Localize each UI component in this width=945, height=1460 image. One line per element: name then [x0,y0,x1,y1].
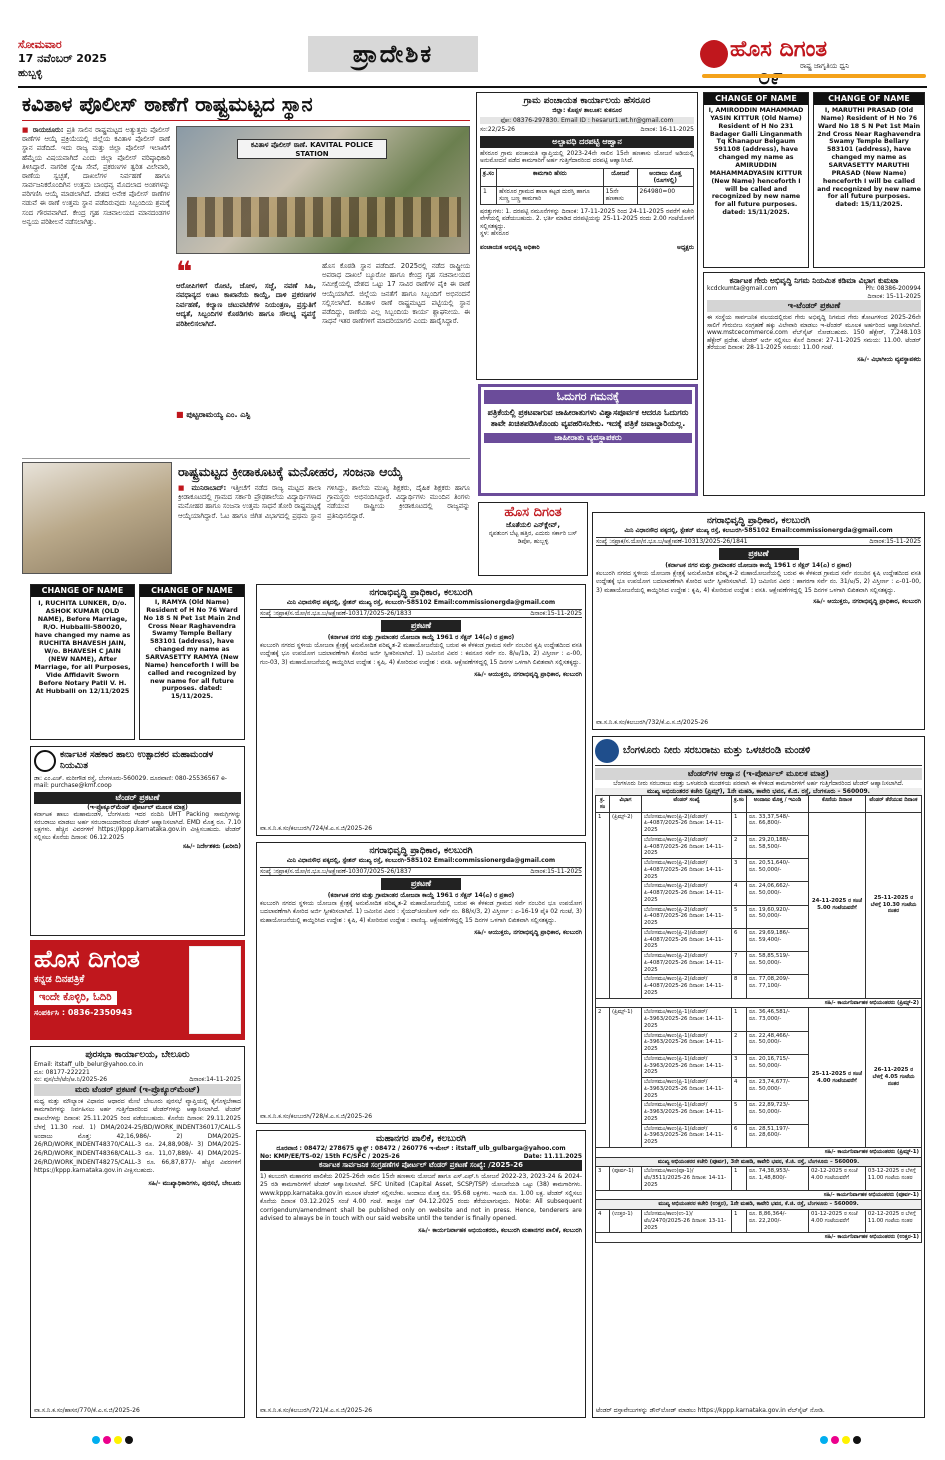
bwssb-emd: ರೂ. 77,100/- [748,983,782,989]
bwssb-logo-icon [595,739,619,763]
kmp-org: ಮಹಾನಗರ ಪಾಲಿಕೆ, ಕಲಬುರಗಿ [376,1134,466,1144]
bwssb-amount: ರೂ. 29,20,188/- [748,836,790,843]
hd-branch-ad [478,502,588,576]
bwssb-emd: ರೂ. 50,000/- [748,866,782,873]
readers-body: ಪತ್ರಿಕೆಯಲ್ಲಿ ಪ್ರಕಟವಾಗುವ ಜಾಹೀರಾತುಗಳು ವಿಶ್ವಾಸಪೂರ್ವಕ ಆದರೂ ಓದುಗರು ತಾವೇ ಖಚಿತಪಡಿಸಿಕೊಂಡು ವ್ಯವಹರಿಸಬೇಕು. ಇದಕ್ಕೆ ಪತ್ರಿಕೆ ಜವಾಬ್ದಾರಿಯಲ್ಲ. [487,407,689,428]
bwssb-emd: ರೂ. 58,500/- [748,843,782,850]
cyan-dot [820,1436,828,1444]
hd-subscribe-ad [30,940,245,1040]
gp-phone: ಫೋ: 08376-297830. Email ID : hesarur1.wt.hr@gmail.com [480,117,694,125]
bwssb-group1-sl: 1 [596,812,610,998]
cashew-contact [707,285,921,293]
kda2-sign: ಸಹಿ/- ಆಯುಕ್ತರು, ನಗರಾಭಿವೃದ್ಧಿ ಪ್ರಾಧಿಕಾರ, ಕಲಬುರಗಿ [474,928,582,936]
kda-notice-1 [256,584,586,836]
belur-body: ಮಧ್ಯ ಮತ್ತು ಮೌಲ್ಯಾಂಕ ವಿಧಾನದ ಆಧಾರದ ಮೇಲೆ ಬೇಲೂರು ಪುರಸಭೆ ವ್ಯಾಪ್ತಿಯಲ್ಲಿ ಕೈಗೊಳ್ಳಬೇಕಾದ ಕಾಮಗಾರಿಗಳನ್ನು ನಿರ್ವಹಿಸಲು ಅರ್ಹ ಗುತ್ತಿಗೆದಾರರಿಂದ ಟೆಂಡರ್‌ಗಳನ್ನು ಆಹ್ವಾನಿಸಲಾಗಿದೆ. ಟೆಂಡರ್ ದಾಖಲೆಗಳನ್ನು ದಿನಾಂಕ: 25.11.2025 ರಿಂದ ಪಡೆಯಬಹುದು. ಕೊನೆಯ ದಿನಾಂಕ: 29.11.2025 ಬೆಳಗ್ಗೆ 11.30 ಗಂಟೆ. 1) DMA/2024-25/BD/WORK_INDENT36017/CALL-5 ಅಂದಾಜು ಮೊತ್ತ: 42,16,986/- 2) DMA/2025-26/RD/WORK_INDENT48370/CALL-3 ರೂ. 24,88,908/- 3) DMA/2025-26/RD/WORK_INDENT48368/CALL-3 ರೂ. 11,07,889/- 4) DMA/2025-26/RD/WORK_INDENT48275/CALL-3 ರೂ. 66,87,877/- ಹೆಚ್ಚಿನ ವಿವರಗಳಿಗೆ https://kppp.karnataka.gov.in ವೀಕ್ಷಿಸಬಹುದು. [34,1097,241,1175]
bwssb-ee3: ಸಹಿ/- ಕಾರ್ಯನಿರ್ವಾಹಕ ಅಭಿಯಂತರರು (ಪೂರ್ವ-1) [596,1190,922,1200]
headline-rule [22,120,470,121]
bwssb-amount-cell [746,1031,808,1054]
bwssb-th-div: ವಿಭಾಗ [610,796,642,813]
gp-table [480,168,694,205]
cn-maruthi-body: I, MARUTHI PRASAD (Old Name) Resident of H No 76 Ward No 18 S N Pet 1st Main 2nd Cross Near Raghavendra Swamy Temple Bellary 583101 (address), have changed my name as SARVASETTY MARUTHI PRASAD (New Name) henceforth I will be called and recognized by new name for all future purposes. dated: 15/11/2025. [817,107,921,209]
bwssb-item-no: 4 [732,882,747,905]
bwssb-org: ಬೆಂಗಳೂರು ನೀರು ಸರಬರಾಜು ಮತ್ತು ಒಳಚರಂಡಿ ಮಂಡಳಿ [623,744,811,756]
bwssb-amount-cell [746,952,808,975]
kda1-ref: ಸಂಖ್ಯೆ :ನಪ್ರಾಕ/ಸ.ಯೋ/ನ.ಭೂ.ಬ/ಅಕ್ಷೇಪಣೆ-10317/2025-26/1833 [260,609,412,617]
bwssb-table [595,795,922,1243]
bwssb-tender-no: ಬೆಂನೀಸಮಂ/ಕಾಉ(ಪ್ರಿ-1)/ಟೆಂಡರ್/ಪಿ-3963/2025-26 ದಿನಾಂಕ: 14-11-2025 [642,1031,732,1054]
bwssb-r4-sl: 4 [596,1210,610,1233]
section-title: ಪ್ರಾದೇಶಿಕ [308,36,478,72]
kda2-addr: ಮಿನಿ ವಿಧಾನಸೌಧ ಪಕ್ಕದಲ್ಲಿ, ಸ್ಟೇಶನ್ ಮುಖ್ಯ ರಸ್ತೆ, ಕಲಬುರಗಿ-585102 Email:commissionergda@gmail.com [286,857,556,865]
gp-th-scheme: ಯೋಜನೆ [603,168,637,186]
bwssb-amount-cell [746,1078,808,1101]
yellow-dot [842,1436,850,1444]
cn-ramya-body: I, RAMYA (Old Name) Resident of H No 76 Ward No 18 S N Pet 1st Main 2nd Cross Near Raghavendra Swamy Temple Bellary 583101 (address), have changed my name as SARVASETTY RAMYA (New Name) henceforth I will be called and recognized by new name for all future purposes. dated: 15/11/2025. [143,599,241,701]
readers-title: ಓದುಗರ ಗಮನಕ್ಕೆ [484,390,692,404]
bwssb-amount-cell [746,1124,808,1147]
print-registration-dots-right [820,1436,864,1447]
bwssb-group2-open: 26-11-2025 ರ ಬೆಳಗ್ಗೆ 4.05 ಗಂಟೆಯ ನಂತರ [865,1008,921,1148]
cashew-sign: ಸಹಿ/- ವಿಭಾಗೀಯ ವ್ಯವಸ್ಥಾಪಕರು [857,355,921,363]
kda2-title: ಪ್ರಕಟಣೆ [381,878,461,890]
story-divider [22,458,470,459]
bwssb-item-no: 4 [732,1078,747,1101]
bwssb-group1-last: 24-11-2025 ರ ಸಂಜೆ 5.00 ಗಂಟೆಯವರೆಗೆ [808,812,865,998]
story1-col1: ■ ರಾಯಚೂರು: ಪ್ರತಿ ಸಾಲಿನ ರಾಷ್ಟ್ರಮಟ್ಟದ ಅತ್ಯುತ್ತಮ ಪೊಲೀಸ್ ಠಾಣೆಗಳ ಆಯ್ಕೆ ಪ್ರಕ್ರಿಯೆಯಲ್ಲಿ ಜಿಲ್ಲೆಯ ಕವಿತಾಳ ಪೊಲೀಸ್ ಠಾಣೆ ಸ್ಥಾನ ಪಡೆದಿದೆ. ಇದು ರಾಜ್ಯ ಮತ್ತು ಜಿಲ್ಲಾ ಪೊಲೀಸ್ ಇಲಾಖೆಗೆ ಹೆಮ್ಮೆಯ ವಿಷಯವಾಗಿದೆ ಎಂದು ಜಿಲ್ಲಾ ಪೊಲೀಸ್ ವರಿಷ್ಠಾಧಿಕಾರಿ ತಿಳಿಸಿದ್ದಾರೆ. ನಾಗರಿಕ ಸ್ನೇಹಿ ಸೇವೆ, ಪ್ರಕರಣಗಳ ತ್ವರಿತ ವಿಲೇವಾರಿ, ಠಾಣೆಯ ಸ್ವಚ್ಛತೆ, ದಾಖಲೆಗಳ ನಿರ್ವಹಣೆ ಹಾಗೂ ಸಾರ್ವಜನಿಕರೊಂದಿಗಿನ ಉತ್ತಮ ಬಾಂಧವ್ಯ ಮೊದಲಾದ ಅಂಶಗಳನ್ನು ಪರಿಗಣಿಸಿ ಆಯ್ಕೆ ಮಾಡಲಾಗಿದೆ. ದೇಶದ ಅನೇಕ ಪೊಲೀಸ್ ಠಾಣೆಗಳ ನಡುವೆ ಈ ಠಾಣೆ ಉತ್ತಮ ಸ್ಥಾನ ಪಡೆದಿರುವುದು ಸಿಬ್ಬಂದಿಯ ಶ್ರಮಕ್ಕೆ ಸಂದ ಗೌರವವಾಗಿದೆ. ಕೇಂದ್ರ ಗೃಹ ಸಚಿವಾಲಯದ ಮಾನದಂಡಗಳ ಅನ್ವಯ ಪರಿಶೀಲನೆ ನಡೆಸಲಾಗಿತ್ತು. [22,126,170,226]
bwssb-amount-cell [746,905,808,928]
bwssb-r4-amount: ರೂ. 8,86,364/- [748,1211,787,1217]
gp-place: ಸ್ಥಳ: ಹೆಸರೂರ [480,230,509,238]
readers-sign: ಜಾಹೀರಾತು ವ್ಯವಸ್ಥಾಪಕರು [484,433,692,443]
story1-dateline: ರಾಯಚೂರು: [32,126,64,134]
cashew-body: ಈ ಸಂಸ್ಥೆಯ ಸಾರ್ವಜನಿಕ ವಲಯದಲ್ಲಿರುವ ಗೇರು ಅಭಿವೃದ್ಧಿ ನಿಗಮದ ಗೇರು ತೋಟಗಳಿಂದ 2025-26ನೇ ಸಾಲಿಗೆ ಗೇರುಬೀಜ ಸಂಗ್ರಹಣೆ ಹಕ್ಕು ವಿಲೇವಾರಿ ಮಾಡಲು ಇ-ಟೆಂಡರ್ ಮೂಲಕ ಅರ್ಹರಿಂದ ಆಹ್ವಾನಿಸಲಾಗಿದೆ. www.mstcecommerce.com ವೆಬ್‌ಸೈಟ್ ನೋಡಬಹುದು. 150 ಹೆಕ್ಟೇರ್, 7,248.103 ಹೆಕ್ಟೇರ್ ಪ್ರದೇಶ. ಟೆಂಡರ್ ಅರ್ಜಿ ಸಲ್ಲಿಸಲು ಕೊನೆ ದಿನಾಂಕ: 27-11-2025 ಸಮಯ: 11.00. ಟೆಂಡರ್ ತೆರೆಯುವ ದಿನಾಂಕ: 28-11-2025 ಸಮಯ: 11.00 ಗಂಟೆ. [707,314,921,352]
bwssb-amount-cell [746,835,808,858]
kmf-logo-icon [34,750,56,772]
gp-ref: ಸಂ:22/25-26 [480,126,515,134]
gp-title: ಅಲ್ಪಾವಧಿ ದರಪಟ್ಟಿ ಆಹ್ವಾನ [480,136,694,148]
cn-maruthi [813,92,925,268]
bwssb-r4-open: 02-12-2025 ರ ಬೆಳಗ್ಗೆ 11.00 ಗಂಟೆಯ ನಂತರ [865,1210,921,1233]
bwssb-r4-emd: ರೂ. 22,200/- [748,1217,782,1224]
story1-byline-box: ■ ಪುಟ್ಟರಾಮಯ್ಯ ಎಂ. ಎಸ್ಪಿ [176,410,251,419]
hd-subscribe-sub: ಕನ್ನಡ ದಿನಪತ್ರಿಕೆ [34,974,85,985]
bwssb-tender-no: ಬೆಂನೀಸಮಂ/ಕಾಉ(ಪ್ರಿ-1)/ಟೆಂಡರ್/ಪಿ-3963/2025-26 ದಿನಾಂಕ: 14-11-2025 [642,1078,732,1101]
story1-col3: ಹೊಸ ಕೊಠಡಿ ಸ್ಥಾನ ಪಡೆದಿದೆ. 2025ರಲ್ಲಿ ನಡೆದ ರಾಷ್ಟ್ರೀಯ ಅಪರಾಧ ದಾಖಲೆ ಬ್ಯೂರೋ ಹಾಗೂ ಕೇಂದ್ರ ಗೃಹ ಸಚಿವಾಲಯದ ಸಮೀಕ್ಷೆಯಲ್ಲಿ ದೇಶದ ಒಟ್ಟು 17 ಸಾವಿರ ಠಾಣೆಗಳ ಪೈಕಿ ಈ ಠಾಣೆ ಆಯ್ಕೆಯಾಗಿದೆ. ಜಿಲ್ಲೆಯ ಜನತೆಗೆ ಹಾಗೂ ಸಿಬ್ಬಂದಿಗೆ ಅಭಿನಂದನೆ ಸಲ್ಲಿಸಲಾಗಿದೆ. ಕವಿತಾಳ ಠಾಣೆ ರಾಷ್ಟ್ರಮಟ್ಟದ ಪಟ್ಟಿಯಲ್ಲಿ ಸ್ಥಾನ ಪಡೆದಿದ್ದು, ಠಾಣೆಯ ಎಲ್ಲ ಸಿಬ್ಬಂದಿಯ ಕಾರ್ಯ ಶ್ಲಾಘನೀಯ. ಈ ಸಾಧನೆ ಇತರ ಠಾಣೆಗಳಿಗೆ ಮಾದರಿಯಾಗಲಿ ಎಂದು ಹಾರೈಸಿದ್ದಾರೆ. [322,262,470,326]
bwssb-amount: ರೂ. 77,08,209/- [748,976,790,983]
bwssb-r4-div: (ಉತ್ತರ-1) [610,1210,642,1233]
bwssb-amount: ರೂ. 19,60,920/- [748,906,790,913]
kda1-footer: ವಾ.ಸ.ನಿ.ಕ.ಸಂ/ಕಲಬುರಗಿ/724/ಕೆ.ಎ.ಸ.ಜಿ/2025-26 [260,824,373,832]
kda3-title: ಪ್ರಕಟಣೆ [719,548,799,560]
bwssb-amount-cell [746,859,808,882]
kda-notice-2 [256,842,586,1124]
bwssb-tender-no: ಬೆಂನೀಸಮಂ/ಕಾಉ(ಪ್ರಿ-2)/ಟೆಂಡರ್/ಪಿ-4087/2025-26 ದಿನಾಂಕ: 14-11-2025 [642,835,732,858]
story2-dateline: ಮುನಿರಾಬಾದ್: [191,484,227,492]
bwssb-item-no: 1 [732,812,747,835]
table-row [481,186,694,204]
table-row [596,1210,922,1233]
kda3-footer: ವಾ.ಸ.ನಿ.ಕ.ಸಂ/ಕಲಬುರಗಿ/732/ಕೆ.ಎ.ಸ.ಜಿ/2025-26 [596,718,709,726]
story2-body: ■ ಮುನಿರಾಬಾದ್: ಇತ್ತೀಚೆಗೆ ನಡೆದ ರಾಜ್ಯ ಮಟ್ಟದ ಶಾಲಾ ಕ್ರೀಡಾಕೂಟದಲ್ಲಿ ಗ್ರಾಮದ ಸರ್ಕಾರಿ ಪ್ರೌಢಶಾಲೆಯ ವಿದ್ಯಾರ್ಥಿಗಳಾದ ಮನೋಹರ ಹಾಗೂ ಸಂಜನಾ ಉತ್ತಮ ಸಾಧನೆ ತೋರಿ ರಾಷ್ಟ್ರಮಟ್ಟಕ್ಕೆ ಆಯ್ಕೆಯಾಗಿದ್ದಾರೆ. ಓಟ ಹಾಗೂ ಜಿಗಿತ ವಿಭಾಗದಲ್ಲಿ ಪ್ರಥಮ ಸ್ಥಾನ ಗಳಿಸಿದ್ದು, ಶಾಲೆಯ ಮುಖ್ಯ ಶಿಕ್ಷಕರು, ದೈಹಿಕ ಶಿಕ್ಷಕರು ಹಾಗೂ ಗ್ರಾಮಸ್ಥರು ಅಭಿನಂದಿಸಿದ್ದಾರೆ. ವಿದ್ಯಾರ್ಥಿಗಳು ಮುಂದಿನ ತಿಂಗಳು ನಡೆಯುವ ರಾಷ್ಟ್ರೀಯ ಕ್ರೀಡಾಕೂಟದಲ್ಲಿ ರಾಜ್ಯವನ್ನು ಪ್ರತಿನಿಧಿಸಲಿದ್ದಾರೆ. [178,484,470,520]
masthead-logo-icon [700,40,728,68]
masthead-name: ಹೊಸ ದಿಗಂತ [730,36,828,62]
bwssb-group1 [596,812,922,998]
bwssb-r4-no: ಬೆಂನೀಸಮಂ/ಕಾಉ(ಉ-1)/ಟೆಂ/2470/2025-26 ದಿನಾಂಕ: 13-11-2025 [642,1210,732,1233]
story1-quote: ಆರೋಪಿಗಳಿಗೆ ರೋಟಿ, ಜೋಳ, ಸಜ್ಜೆ, ನವಣೆ ಸಿಹಿ, ನವಧಾನ್ಯದ ಊಟ ಕಾಖಾನೆಯ ಕಾಯ್ದೆ, ದಾಳಿ ಪ್ರಕರಣಗಳ ನಿರ್ವಹಣೆ, ಕಲ್ಯಾಣ ಚಟುವಟಿಕೆಗಳ ನಿಯಂತ್ರಣ, ಪ್ರಸ್ತುತಿಗೆ ಆದ್ಯತೆ, ಸಿಬ್ಬಂದಿಗಳ ಕೊಠಡಿಗಳು ಹಾಗೂ ಸೌಲಭ್ಯ ವ್ಯವಸ್ಥೆ ಪರಿಶೀಲಿಸಲಾಗಿದೆ. [176,282,316,328]
kmp-body: 1) ಕಲಬುರಗಿ ಮಹಾನಗರ ಪಾಲಿಕೆಯ 2025-26ನೇ ಸಾಲಿನ 15ನೇ ಹಣಕಾಸು ಯೋಜನೆ ಹಾಗೂ ಎಸ್.ಎಫ್.ಸಿ ಯೋಜನೆ 2022-23, 2023-24 & 2024-25 ರಡಿ ಕಾಮಗಾರಿಗಳಿಗೆ ಟೆಂಡರ್ ಆಹ್ವಾನಿಸಲಾಗಿದೆ. SFC United (Capital Asset, SCSP/TSP) ಯೋಜನೆಯಡಿ ಒಟ್ಟು (38) ಕಾಮಗಾರಿಗಳು. www.kppp.karnataka.gov.in ಮೂಲಕ ಟೆಂಡರ್ ಸಲ್ಲಿಸಬೇಕು. ಅಂದಾಜು ಮೊತ್ತ ರೂ. 95.68 ಲಕ್ಷಗಳು. ಇಎಂಡಿ ರೂ. 1.00 ಲಕ್ಷ. ಟೆಂಡರ್ ಸಲ್ಲಿಸಲು ಕೊನೆಯ ದಿನಾಂಕ 03.12.2025 ಸಂಜೆ 4.00 ಗಂಟೆ. ತಾಂತ್ರಿಕ ಬಿಡ್ 04.12.2025 ರಂದು ತೆರೆಯಲಾಗುವುದು. Note: All subsequent corrigendum/amendment shall be published only on website and not in press. Hence, tenderers are advised to always be in touch with our said website until the tender is finally opened. [260,1173,582,1222]
cashew-email: kcdckumta@gmail.com [707,285,778,293]
gp-sign-right: ಅಧ್ಯಕ್ಷರು [677,243,694,251]
print-registration-dots-left [92,1436,136,1447]
gp-th-sl: ಕ್ರ.ಸಂ [481,168,497,186]
table-row [596,1167,922,1190]
cyan-dot [92,1436,100,1444]
black-dot [125,1436,133,1444]
bwssb-amount-cell [746,1101,808,1124]
gp-th-amount: ಅಂದಾಜು ಮೊತ್ತ (ರೂಗಳಲ್ಲಿ) [637,168,693,186]
bwssb-tender-no: ಬೆಂನೀಸಮಂ/ಕಾಉ(ಪ್ರಿ-2)/ಟೆಂಡರ್/ಪಿ-4087/2025-26 ದಿನಾಂಕ: 14-11-2025 [642,928,732,951]
bwssb-amount-cell [746,882,808,905]
bwssb-th-last: ಕೊನೆಯ ದಿನಾಂಕ [808,796,865,813]
cashew-date: ದಿನಾಂಕ: 15-11-2025 [867,292,921,300]
bwssb-amount: ರೂ. 33,37,548/- [748,813,790,820]
bwssb-group1-open: 25-11-2025 ರ ಬೆಳಗ್ಗೆ 10.30 ಗಂಟೆಯ ನಂತರ [865,812,921,998]
kmf-header [34,750,241,773]
kda2-law: (ಕರ್ನಾಟಕ ನಗರ ಮತ್ತು ಗ್ರಾಮಾಂತರ ಯೋಜನಾ ಕಾಯ್ದೆ 1961 ರ ಸೆಕ್ಷನ್ 14(ಎ) ರ ಪ್ರಕಾರ) [327,892,515,900]
bwssb-emd: ರೂ. 50,000/- [748,890,782,896]
bwssb-r3-amt [746,1167,808,1190]
photo-personnel-row [187,197,461,237]
header-city: ಹುಬ್ಬಳ್ಳಿ [18,67,43,79]
belur-tender [30,1046,245,1418]
kda-notice-3 [592,512,925,730]
bwssb-ee1-row [596,998,922,1008]
bwssb-emd: ರೂ. 50,000/- [748,959,782,966]
bwssb-office3: ಮುಖ್ಯ ಅಭಿಯಂತರರ ಕಚೇರಿ (ಉತ್ತರ), 1ನೇ ಮಹಡಿ, ಕಾವೇರಿ ಭವನ, ಕೆ.ಜಿ. ರಸ್ತೆ, ಬೆಂಗಳೂರು – 560009. [596,1200,922,1210]
bwssb-r3-sl: 3 [596,1167,610,1190]
bwssb-item-no: 1 [732,1008,747,1031]
kda3-body: ಕಲಬುರಗಿ ನಗರದ ಸ್ಥಳೀಯ ಯೋಜನಾ ಕ್ಷೇತ್ರಕ್ಕೆ ಅನುಮೋದಿತ ಪರಿಷ್ಕೃತ-2 ಮಹಾಯೋಜನೆಯಲ್ಲಿ ಬರುವ ಈ ಕೆಳಕಂಡ ಗ್ರಾಮದ ಸರ್ವೆ ನಂಬರಿನ ಕೃಷಿ ಉದ್ದೇಶದಿಂದ ವಸತಿ ಉದ್ದೇಶಕ್ಕೆ ಭೂ ಉಪಯೋಗ ಬದಲಾವಣೆಗಾಗಿ ಕೋರಿದ ಅರ್ಜಿ ಸ್ವೀಕರಿಸಲಾಗಿದೆ. 1) ಜಮೀನಿನ ವಿವರ : ಹಾಗರಗಾ ಸರ್ವೆ ನಂ. 31/ಅ/5, 2) ವಿಸ್ತೀರ್ಣ : ಎ-01-00, 3) ಮಹಾಯೋಜನೆಯಲ್ಲಿ ಕಾಯ್ದಿರಿಸಿದ ಉದ್ದೇಶ : ಕೃಷಿ, 4) ಕೋರಿರುವ ಉದ್ದೇಶ : ವಸತಿ. ಆಕ್ಷೇಪಣೆಗಳಿದ್ದಲ್ಲಿ 15 ದಿನಗಳ ಒಳಗಾಗಿ ಲಿಖಿತವಾಗಿ ಸಲ್ಲಿಸತಕ್ಕದ್ದು. [596,569,921,594]
bwssb-item-no: 7 [732,952,747,975]
bwssb-th-sl: ಕ್ರ. ಸಂ [596,796,610,813]
table-row [596,1008,922,1031]
bwssb-item-no: 6 [732,1124,747,1147]
kmp-contact: ದೂರವಾಣಿ : 08472/ 278675 ಫ್ಯಾಕ್ಸ್ : 08472 / 260776 ಇ-ಮೇಲ್ : itstaff_ulb_gulbarga@yahoo.com [276,1145,566,1153]
bwssb-ee2: ಸಹಿ/- ಕಾರ್ಯನಿರ್ವಾಹಕ ಅಭಿಯಂತರರು (ಪ್ರಿಮ್ಸ್-1) [596,1147,922,1157]
cn-ramya-title: CHANGE OF NAME [140,585,244,597]
bwssb-emd: ರೂ. 59,400/- [748,936,782,943]
bwssb-amount: ರೂ. 22,89,723/- [748,1102,790,1109]
cashew-tender [703,272,925,496]
black-dot [853,1436,861,1444]
kmf-tender [30,746,245,936]
kda3-addr: ಮಿನಿ ವಿಧಾನಸೌಧ ಪಕ್ಕದಲ್ಲಿ, ಸ್ಟೇಶನ್ ಮುಖ್ಯ ರಸ್ತೆ, ಕಲಬುರಗಿ-585102 Email:commissionergda@gmail.com [624,527,893,535]
belur-footer: ವಾ.ಸ.ನಿ.ಕ.ಸಂ/ಹಾಸನ/770/ಕೆ.ಎ.ಸ.ಜಿ/2025-26 [34,1406,140,1414]
bwssb-ee1: ಸಹಿ/- ಕಾರ್ಯನಿರ್ವಾಹಕ ಅಭಿಯಂತರರು (ಪ್ರಿಮ್ಸ್-2) [596,998,922,1008]
gp-td-amount: 264980=00 [637,186,693,204]
police-station-photo [176,126,470,254]
bwssb-item-no: 3 [732,1054,747,1077]
cn-ramya [139,584,245,740]
hd-branch-line1: ಜೊತೆಯಲಿ ಎನ್‌ಕ್ಲೇವ್, [506,521,560,530]
kmp-tender [256,1130,586,1418]
bwssb-emd: ರೂ. 66,800/- [748,820,782,827]
cn-amiruddin-title: CHANGE OF NAME [704,93,808,105]
story1-quote-box [176,255,316,402]
kda3-law: (ಕರ್ನಾಟಕ ನಗರ ಮತ್ತು ಗ್ರಾಮಾಂತರ ಯೋಜನಾ ಕಾಯ್ದೆ 1961 ರ ಸೆಕ್ಷನ್ 14(ಎ) ರ ಪ್ರಕಾರ) [665,562,852,570]
kda2-body: ಕಲಬುರಗಿ ನಗರದ ಸ್ಥಳೀಯ ಯೋಜನಾ ಕ್ಷೇತ್ರಕ್ಕೆ ಅನುಮೋದಿತ ಪರಿಷ್ಕೃತ-2 ಮಹಾಯೋಜನೆಯಲ್ಲಿ ಬರುವ ಈ ಕೆಳಕಂಡ ಗ್ರಾಮದ ಸರ್ವೆ ನಂಬರಿನ ಭೂ ಉಪಯೋಗ ಬದಲಾವಣೆಗಾಗಿ ಕೋರಿದ ಅರ್ಜಿ ಸ್ವೀಕರಿಸಲಾಗಿದೆ. 1) ಜಮೀನಿನ ವಿವರ : ಸೈಯದ್‌ಚಿಂಚೋಳಿ ಸರ್ವೆ ನಂ. 88/ಸ/3, 2) ವಿಸ್ತೀರ್ಣ : ಎ-16-19 ಪೈಕಿ 02 ಗುಂಟೆ, 3) ಮಹಾಯೋಜನೆಯಲ್ಲಿ ಕಾಯ್ದಿರಿಸಿದ ಉದ್ದೇಶ : ಕೃಷಿ, 4) ಕೋರಿರುವ ಉದ್ದೇಶ : ವಾಣಿಜ್ಯ. ಆಕ್ಷೇಪಣೆಗಳಿದ್ದಲ್ಲಿ 15 ದಿನಗಳ ಒಳಗಾಗಿ ಲಿಖಿತವಾಗಿ ಸಲ್ಲಿಸತಕ್ಕದ್ದು. [260,899,582,924]
kmf-body: ಕರ್ನಾಟಕ ಹಾಲು ಮಹಾಮಂಡಳ, ಬೆಂಗಳೂರು ಇದರ ನಂದಿನಿ UHT Packing ಸಾಮಗ್ರಿಗಳನ್ನು ಸರಬರಾಜು ಮಾಡಲು ಅರ್ಹ ಸರಬರಾಜುದಾರರಿಂದ ಟೆಂಡರ್ ಆಹ್ವಾನಿಸಲಾಗಿದೆ. EMD ಮೊತ್ತ ರೂ. 7.10 ಲಕ್ಷಗಳು. ಹೆಚ್ಚಿನ ವಿವರಗಳಿಗೆ https://kppp.karnataka.gov.in ವೀಕ್ಷಿಸಬಹುದು. ಟೆಂಡರ್ ಸಲ್ಲಿಸಲು ಕೊನೆಯ ದಿನಾಂಕ: 06.12.2025 [34,811,241,841]
gp-ref-row [480,126,694,134]
belur-phone: ದೂ: 08177-222221 [34,1068,90,1076]
bwssb-tender-no: ಬೆಂನೀಸಮಂ/ಕಾಉ(ಪ್ರಿ-2)/ಟೆಂಡರ್/ಪಿ-4087/2025-26 ದಿನಾಂಕ: 14-11-2025 [642,905,732,928]
belur-date: ದಿನಾಂಕ:14-11-2025 [189,1076,241,1084]
bwssb-emd: ರೂ. 50,000/- [748,1085,782,1092]
masthead [700,34,928,80]
kda1-sign: ಸಹಿ/- ಆಯುಕ್ತರು, ನಗರಾಭಿವೃದ್ಧಿ ಪ್ರಾಧಿಕಾರ, ಕಲಬುರಗಿ [474,670,582,678]
bwssb-r3-open: 03-12-2025 ರ ಬೆಳಗ್ಗೆ 11.00 ಗಂಟೆಯ ನಂತರ [865,1167,921,1190]
kda3-org: ನಗರಾಭಿವೃದ್ಧಿ ಪ್ರಾಧಿಕಾರ, ಕಲಬುರಗಿ [706,516,811,526]
bwssb-tender [592,736,925,1418]
bwssb-item-no: 2 [732,1031,747,1054]
gp-sub: ಜಿಲ್ಲಾ: ಕೊಪ್ಪಳ ತಾಲೂಕ: ಕುಕನೂರ [552,107,622,115]
bwssb-tender-no: ಬೆಂನೀಸಮಂ/ಕಾಉ(ಪ್ರಿ-1)/ಟೆಂಡರ್/ಪಿ-3963/2025-26 ದಿನಾಂಕ: 14-11-2025 [642,1008,732,1031]
kda2-date: ದಿನಾಂಕ:15-11-2025 [530,867,582,875]
bwssb-item-no: 5 [732,905,747,928]
kmf-org: ಕರ್ನಾಟಕ ಸಹಕಾರ ಹಾಲು ಉತ್ಪಾದಕರ ಮಹಾಮಂಡಳ ನಿಯಮಿತ [60,750,214,772]
bwssb-item-no: 8 [732,975,747,998]
gp-org: ಗ್ರಾಮ ಪಂಚಾಯತ ಕಾರ್ಯಾಲಯ ಹೆಸರೂರ [523,96,651,106]
bwssb-amount-cell [746,975,808,998]
newspaper-thumbnail [189,946,241,1034]
bwssb-amount-cell [746,812,808,835]
magenta-dot [103,1436,111,1444]
bwssb-amount-cell [746,1008,808,1031]
cn-ruchita-body: I, RUCHITA LUNKER, D/o. ASHOK KUMAR (OLD NAME), Before Marriage, R/O. Hubballi-580020, have changed my name as RUCHITA BHAVESH JAIN, W/o. BHAVESH C JAIN (NEW NAME), After Marriage, for all Purposes, Vide Affidavit Sworn Before Notary Patil V. H. At Hubballi on 12/11/2025 [34,599,131,695]
bwssb-amount-cell [746,928,808,951]
bwssb-r3-div: (ಪೂರ್ವ-1) [610,1167,642,1190]
bwssb-item-no: 5 [732,1101,747,1124]
bwssb-tender-no: ಬೆಂನೀಸಮಂ/ಕಾಉ(ಪ್ರಿ-2)/ಟೆಂಡರ್/ಪಿ-4087/2025-26 ದಿನಾಂಕ: 14-11-2025 [642,812,732,835]
kda3-ref: ಸಂಖ್ಯೆ :ನಪ್ರಾಕ/ಸ.ಯೋ/ನ.ಭೂ.ಬ/ಅಕ್ಷೇಪಣೆ-10313/2025-26/1841 [596,537,748,545]
table-row [596,812,922,835]
gp-signs [480,244,694,252]
belur-email: Email: itstaff_ulb_belur@yahoo.co.in [34,1061,144,1069]
bwssb-amount: ರೂ. 23,74,677/- [748,1079,790,1085]
cn-maruthi-title: CHANGE OF NAME [814,93,924,105]
gp-date: ದಿನಾಂಕ: 16-11-2025 [640,126,694,134]
gp-body: ಹೆಸರೂರ ಗ್ರಾಮ ಪಂಚಾಯತಿ ವ್ಯಾಪ್ತಿಯಲ್ಲಿ 2023-24ನೇ ಸಾಲಿನ 15ನೇ ಹಣಕಾಸು ಯೋಜನೆ ಅಡಿಯಲ್ಲಿ ಅನುಮೋದನೆ ಪಡೆದ ಕಾಮಗಾರಿಗೆ ಅರ್ಹ ಗುತ್ತಿಗೆದಾರರಿಂದ ದರಪಟ್ಟಿ ಆಹ್ವಾನಿಸಿದೆ. [480,149,694,165]
kmp-ref-row [260,1153,582,1161]
bwssb-item-no: 3 [732,859,747,882]
hd-branch-name: ಹೊಸ ದಿಗಂತ [504,505,562,520]
bwssb-tender-no: ಬೆಂನೀಸಮಂ/ಕಾಉ(ಪ್ರಿ-2)/ಟೆಂಡರ್/ಪಿ-4087/2025-26 ದಿನಾಂಕ: 14-11-2025 [642,882,732,905]
bwssb-amount: ರೂ. 36,46,581/- [748,1009,790,1016]
belur-org: ಪುರಸಭಾ ಕಾರ್ಯಾಲಯ, ಬೇಲೂರು [85,1050,190,1060]
kmp-title: ಕರ್ನಾಟಕ ಸಾರ್ವಜನಿಕ ಸಂಗ್ರಹಣೆಗಳ ಪೋರ್ಟಲ್ ಟೆಂಡರ್ ಪ್ರಕಟಣೆ ಸಂಖ್ಯೆ: /2025-26 [260,1160,582,1171]
gp-terms: ಷರತ್ತುಗಳು: 1. ದರಪಟ್ಟಿ ನಮೂನೆಗಳನ್ನು ದಿನಾಂಕ: 17-11-2025 ರಿಂದ 24-11-2025 ರವರೆಗೆ ಕಚೇರಿ ವೇಳೆಯಲ್ಲಿ ಪಡೆಯಬಹುದು. 2. ಭರ್ತಿ ಮಾಡಿದ ದರಪಟ್ಟಿಯನ್ನು 25-11-2025 ರಂದು 2.00 ಗಂಟೆಯೊಳಗೆ ಸಲ್ಲಿಸತಕ್ಕದ್ದು. [480,207,694,230]
kda1-body: ಕಲಬುರಗಿ ನಗರದ ಸ್ಥಳೀಯ ಯೋಜನಾ ಕ್ಷೇತ್ರಕ್ಕೆ ಅನುಮೋದಿತ ಪರಿಷ್ಕೃತ-2 ಮಹಾಯೋಜನೆಯಲ್ಲಿ ಬರುವ ಈ ಕೆಳಕಂಡ ಗ್ರಾಮದ ಸರ್ವೆ ನಂಬರಿನ ಕೃಷಿ ಉದ್ದೇಶದಿಂದ ವಸತಿ ಉದ್ದೇಶಕ್ಕೆ ಭೂ ಉಪಯೋಗ ಬದಲಾವಣೆಗಾಗಿ ಕೋರಿದ ಅರ್ಜಿ ಸ್ವೀಕರಿಸಲಾಗಿದೆ. 1) ಜಮೀನಿನ ವಿವರ : ಕಪನೂರ ಸರ್ವೆ ನಂ. 8/ಅ/1ಡಿ, 2) ವಿಸ್ತೀರ್ಣ : ಎ-00, ಗುಂ-03, 3) ಮಹಾಯೋಜನೆಯಲ್ಲಿ ಕಾಯ್ದಿರಿಸಿದ ಉದ್ದೇಶ : ಕೃಷಿ, 4) ಕೋರಿರುವ ಉದ್ದೇಶ : ವಸತಿ. ಆಕ್ಷೇಪಣೆಗಳಿದ್ದಲ್ಲಿ 15 ದಿನಗಳ ಒಳಗಾಗಿ ಲಿಖಿತವಾಗಿ ಸಲ್ಲಿಸತಕ್ಕದ್ದು. [260,641,582,666]
bwssb-group1-div: (ಪ್ರಿಮ್ಸ್-2) [610,812,642,998]
hd-subscribe-cta: ಇಂದೇ ಕೊಳ್ಳಿರಿ, ಓದಿರಿ [34,991,117,1006]
kda3-ref-row [596,537,921,547]
bwssb-th-amt: ಅಂದಾಜು ಮೊತ್ತ / ಇಎಂಡಿ [746,796,808,813]
bwssb-amount: ರೂ. 24,06,662/- [748,883,790,890]
bwssb-group2 [596,1008,922,1148]
bwssb-amount-cell [746,1054,808,1077]
bwssb-header [595,739,922,766]
bwssb-amount: ರೂ. 29,69,186/- [748,929,790,936]
bwssb-tender-no: ಬೆಂನೀಸಮಂ/ಕಾಉ(ಪ್ರಿ-1)/ಟೆಂಡರ್/ಪಿ-3963/2025-26 ದಿನಾಂಕ: 14-11-2025 [642,1101,732,1124]
kda2-footer: ವಾ.ಸ.ನಿ.ಕ.ಸಂ/ಕಲಬುರಗಿ/728/ಕೆ.ಎ.ಸ.ಜಿ/2025-26 [260,1112,373,1120]
bwssb-tender-no: ಬೆಂನೀಸಮಂ/ಕಾಉ(ಪ್ರಿ-2)/ಟೆಂಡರ್/ಪಿ-4087/2025-26 ದಿನಾಂಕ: 14-11-2025 [642,859,732,882]
bwssb-r3-amount: ರೂ. 74,38,953/- [748,1168,790,1175]
kmf-sign: ಸಹಿ/- ನಿರ್ದೇಶಕರು (ಖರೀದಿ) [182,843,241,850]
bwssb-group2-sl: 2 [596,1008,610,1148]
gp-td-work: ಹೆಸರೂರ ಗ್ರಾಮದ ಶಾಲಾ ಕಟ್ಟಡ ದುರಸ್ತಿ ಹಾಗೂ ಸುಣ್ಣ ಬಣ್ಣ ಕಾಮಗಾರಿ [497,186,604,204]
bwssb-r3-n: 1 [732,1167,747,1190]
cn-amiruddin [703,92,809,268]
bwssb-office1: ಮುಖ್ಯ ಅಭಿಯಂತರರ ಕಚೇರಿ (ಪ್ರಿಮ್ಸ್), 1ನೇ ಮಹಡಿ, ಕಾವೇರಿ ಭವನ, ಕೆ.ಜಿ. ರಸ್ತೆ, ಬೆಂಗಳೂರು – 560009. [595,788,922,796]
bwssb-tender-no: ಬೆಂನೀಸಮಂ/ಕಾಉ(ಪ್ರಿ-1)/ಟೆಂಡರ್/ಪಿ-3963/2025-26 ದಿನಾಂಕ: 14-11-2025 [642,1054,732,1077]
bwssb-emd: ರೂ. 50,000/- [748,1062,782,1069]
kda3-sign: ಸಹಿ/- ಆಯುಕ್ತರು, ನಗರಾಭಿವೃದ್ಧಿ ಪ್ರಾಧಿಕಾರ, ಕಲಬುರಗಿ [813,597,921,605]
kmf-sub: ಡಾ: ಎಂ.ಎಚ್. ಮರೀಗೌಡ ರಸ್ತೆ, ಬೆಂಗಳೂರು-560029. ದೂರವಾಣಿ: 080-25536567 e-mail: purchase@kmf.coop [34,774,227,789]
bwssb-r3-last: 02-12-2025 ರ ಸಂಜೆ 4.00 ಗಂಟೆಯವರೆಗೆ [808,1167,865,1190]
kda2-org: ನಗರಾಭಿವೃದ್ಧಿ ಪ್ರಾಧಿಕಾರ, ಕಲಬುರಗಿ [369,846,473,856]
bwssb-amount: ರೂ. 20,51,640/- [748,860,790,866]
kda1-date: ದಿನಾಂಕ:15-11-2025 [530,609,582,617]
kmp-ref: No: KMP/EE/TS-02/ 15th FC/SFC / 2025-26 [260,1152,400,1160]
bwssb-ee4: ಸಹಿ/- ಕಾರ್ಯನಿರ್ವಾಹಕ ಅಭಿಯಂತರರು (ಉತ್ತರ-1) [596,1233,922,1243]
bwssb-office2: ಮುಖ್ಯ ಅಭಿಯಂತರರ ಕಚೇರಿ (ಪೂರ್ವ), 3ನೇ ಮಹಡಿ, ಕಾವೇರಿ ಭವನ, ಕೆ.ಜಿ. ರಸ್ತೆ, ಬೆಂಗಳೂರು – 560009. [596,1157,922,1167]
kda1-ref-row [260,609,582,619]
kmp-date: Date: 11.11.2025 [523,1152,582,1160]
header-date: 17 ನವೆಂಬರ್ 2025 [18,51,107,65]
bwssb-amount: ರೂ. 20,16,715/- [748,1055,790,1062]
gp-sign-left: ಪಂಚಾಯತ ಅಭಿವೃದ್ಧಿ ಅಧಿಕಾರಿ [480,243,540,251]
belur-title: ಮರು ಟೆಂಡರ್ ಪ್ರಕಟಣೆ (ಇ-ಪ್ರೊಕ್ಯೂರ್‌ಮೆಂಟ್) [34,1084,241,1096]
cashew-phone: Ph: 08386-200994 [865,285,921,293]
hd-subscribe-phone: ಸಂಪರ್ಕಿಸಿ : 0836-2350943 [34,1008,133,1017]
bwssb-footer: ಟೆಂಡರ್ ದಸ್ತಾವೇಜುಗಳನ್ನು ಡೌನ್‌ಲೋಡ್ ಮಾಡಲು https://kppp.karnataka.gov.in ವೆಬ್‌ಸೈಟ್ ನೋಡಿ. [596,1406,825,1414]
story2-text: ಇತ್ತೀಚೆಗೆ ನಡೆದ ರಾಜ್ಯ ಮಟ್ಟದ ಶಾಲಾ ಕ್ರೀಡಾಕೂಟದಲ್ಲಿ ಗ್ರಾಮದ ಸರ್ಕಾರಿ ಪ್ರೌಢಶಾಲೆಯ ವಿದ್ಯಾರ್ಥಿಗಳಾದ ಮನೋಹರ ಹಾಗೂ ಸಂಜನಾ ಉತ್ತಮ ಸಾಧನೆ ತೋರಿ ರಾಷ್ಟ್ರಮಟ್ಟಕ್ಕೆ ಆಯ್ಕೆಯಾಗಿದ್ದಾರೆ. ಓಟ ಹಾಗೂ ಜಿಗಿತ ವಿಭಾಗದಲ್ಲಿ ಪ್ರಥಮ ಸ್ಥಾನ ಗಳಿಸಿದ್ದು, ಶಾಲೆಯ ಮುಖ್ಯ ಶಿಕ್ಷಕರು, ದೈಹಿಕ ಶಿಕ್ಷಕರು ಹಾಗೂ ಗ್ರಾಮಸ್ಥರು ಅಭಿನಂದಿಸಿದ್ದಾರೆ. ವಿದ್ಯಾರ್ಥಿಗಳು ಮುಂದಿನ ತಿಂಗಳು ನಡೆಯುವ ರಾಷ್ಟ್ರೀಯ ಕ್ರೀಡಾಕೂಟದಲ್ಲಿ ರಾಜ್ಯವನ್ನು ಪ್ರತಿನಿಧಿಸಲಿದ್ದಾರೆ. [178,484,470,520]
belur-ref: ಸಂ: ಪುಸ/ಬೇ/ಟೆಂ/ಆ.ನಿ/2025-26 [34,1076,108,1084]
bwssb-r3-no: ಬೆಂನೀಸಮಂ/ಕಾಉ(ಪೂ-1)/ಟೆಂ/3511/2025-26 ದಿನಾಂಕ: 14-11-2025 [642,1167,732,1190]
kda1-law: (ಕರ್ನಾಟಕ ನಗರ ಮತ್ತು ಗ್ರಾಮಾಂತರ ಯೋಜನಾ ಕಾಯ್ದೆ 1961 ರ ಸೆಕ್ಷನ್ 14(ಎ) ರ ಪ್ರಕಾರ) [327,634,515,642]
masthead-tagline: ರಾಷ್ಟ್ರ ಜಾಗೃತಿಯ ಧ್ವನಿ [800,62,850,70]
hd-branch-line2: ನೃಪತುಂಗ ಬೆಟ್ಟ ಹತ್ತಿರ, ಎದುರು ಸರ್ಕಾರಿ ಬಸ್ ಡಿಪೋ, ಹುಬ್ಬಳ್ಳಿ [488,530,578,545]
story2-headline: ರಾಷ್ಟ್ರಮಟ್ಟದ ಕ್ರೀಡಾಕೂಟಕ್ಕೆ ಮನೋಹರ, ಸಂಜನಾ ಆಯ್ಕೆ [178,464,403,479]
bwssb-tender-no: ಬೆಂನೀಸಮಂ/ಕಾಉ(ಪ್ರಿ-2)/ಟೆಂಡರ್/ಪಿ-4087/2025-26 ದಿನಾಂಕ: 14-11-2025 [642,975,732,998]
masthead-swoosh [702,74,926,78]
bwssb-amount: ರೂ. 22,48,466/- [748,1032,790,1039]
magenta-dot [831,1436,839,1444]
bwssb-r4-last: 01-12-2025 ರ ಸಂಜೆ 4.00 ಗಂಟೆಯವರೆಗೆ [808,1210,865,1233]
cn-amiruddin-body: I, AMIRODDIN MAHAMMAD YASIN KITTUR (Old Name) Resident of H No 231 Badager Galli Linganmath Tq Khanapur Belgaum 591108 (address), have changed my name as AMIRUDDIN MAHAMMADYASIN KITTUR (New Name) henceforth I will be called and recognized by new name for all future purposes. dated: 15/11/2025. [708,107,804,217]
bwssb-r3-emd: ರೂ. 1,48,800/- [748,1175,787,1181]
bwssb-emd: ರೂ. 50,000/- [748,913,782,920]
bwssb-emd: ರೂ. 73,000/- [748,1016,782,1022]
bwssb-rest [596,1147,922,1242]
bwssb-emd: ರೂ. 28,600/- [748,1132,782,1139]
bwssb-th-n: ಕ್ರ.ಸಂ [732,796,747,813]
header-day: ಸೋಮವಾರ [18,38,62,51]
kmp-footer: ವಾ.ಸ.ನಿ.ಕ.ಸಂ/ಕಲಬುರಗಿ/721/ಕೆ.ಎ.ಸ.ಜಿ/2025-26 [260,1406,373,1414]
bwssb-tender-no: ಬೆಂನೀಸಮಂ/ಕಾಉ(ಪ್ರಿ-2)/ಟೆಂಡರ್/ಪಿ-4087/2025-26 ದಿನಾಂಕ: 14-11-2025 [642,952,732,975]
kda2-ref: ಸಂಖ್ಯೆ :ನಪ್ರಾಕ/ಸ.ಯೋ/ನ.ಭೂ.ಬ/ಅಕ್ಷೇಪಣೆ-10307/2025-26/1837 [260,867,412,875]
kda1-title: ಪ್ರಕಟಣೆ [381,620,461,632]
bwssb-group2-div: (ಪ್ರಿಮ್ಸ್-1) [610,1008,642,1148]
bwssb-group2-last: 25-11-2025 ರ ಸಂಜೆ 4.00 ಗಂಟೆಯವರೆಗೆ [808,1008,865,1148]
kmp-sign: ಸಹಿ/- ಕಾರ್ಯನಿರ್ವಾಹಕ ಅಭಿಯಂತರರು, ಕಲಬುರಗಿ ಮಹಾನಗರ ಪಾಲಿಕೆ, ಕಲಬುರಗಿ [418,1227,582,1235]
bwssb-r4-amt [746,1210,808,1233]
header-rule [18,86,927,88]
page-header-left [18,38,188,80]
story1-col1-text: ಪ್ರತಿ ಸಾಲಿನ ರಾಷ್ಟ್ರಮಟ್ಟದ ಅತ್ಯುತ್ತಮ ಪೊಲೀಸ್ ಠಾಣೆಗಳ ಆಯ್ಕೆ ಪ್ರಕ್ರಿಯೆಯಲ್ಲಿ ಜಿಲ್ಲೆಯ ಕವಿತಾಳ ಪೊಲೀಸ್ ಠಾಣೆ ಸ್ಥಾನ ಪಡೆದಿದೆ. ಇದು ರಾಜ್ಯ ಮತ್ತು ಜಿಲ್ಲಾ ಪೊಲೀಸ್ ಇಲಾಖೆಗೆ ಹೆಮ್ಮೆಯ ವಿಷಯವಾಗಿದೆ ಎಂದು ಜಿಲ್ಲಾ ಪೊಲೀಸ್ ವರಿಷ್ಠಾಧಿಕಾರಿ ತಿಳಿಸಿದ್ದಾರೆ. ನಾಗರಿಕ ಸ್ನೇಹಿ ಸೇವೆ, ಪ್ರಕರಣಗಳ ತ್ವರಿತ ವಿಲೇವಾರಿ, ಠಾಣೆಯ ಸ್ವಚ್ಛತೆ, ದಾಖಲೆಗಳ ನಿರ್ವಹಣೆ ಹಾಗೂ ಸಾರ್ವಜನಿಕರೊಂದಿಗಿನ ಉತ್ತಮ ಬಾಂಧವ್ಯ ಮೊದಲಾದ ಅಂಶಗಳನ್ನು ಪರಿಗಣಿಸಿ ಆಯ್ಕೆ ಮಾಡಲಾಗಿದೆ. ದೇಶದ ಅನೇಕ ಪೊಲೀಸ್ ಠಾಣೆಗಳ ನಡುವೆ ಈ ಠಾಣೆ ಉತ್ತಮ ಸ್ಥಾನ ಪಡೆದಿರುವುದು ಸಿಬ್ಬಂದಿಯ ಶ್ರಮಕ್ಕೆ ಸಂದ ಗೌರವವಾಗಿದೆ. ಕೇಂದ್ರ ಗೃಹ ಸಚಿವಾಲಯದ ಮಾನದಂಡಗಳ ಅನ್ವಯ ಪರಿಶೀಲನೆ ನಡೆಸಲಾಗಿತ್ತು. [22,126,170,226]
story1-headline: ಕವಿತಾಳ ಪೊಲೀಸ್ ಠಾಣೆಗೆ ರಾಷ್ಟ್ರಮಟ್ಟದ ಸ್ಥಾನ [22,92,313,116]
cashew-org: ಕರ್ನಾಟಕ ಗೇರು ಅಭಿವೃದ್ಧಿ ನಿಗಮ ನಿಯಮಿತ ಕಡಿಮಾ ವಿಭಾಗ ಕುಮಟಾ [729,276,899,285]
yellow-dot [114,1436,122,1444]
readers-notice [478,384,698,496]
kmf-title: ಟೆಂಡರ್ ಪ್ರಕಟಣೆ [34,792,241,804]
kda2-ref-row [260,867,582,877]
photo-signboard: ಕವಿತಾಳ ಪೊಲೀಸ್ ಠಾಣೆ. KAVITAL POLICE STATION [237,139,387,159]
kda3-date: ದಿನಾಂಕ:15-11-2025 [869,537,921,545]
gp-notice [476,92,698,380]
kda1-addr: ಮಿನಿ ವಿಧಾನಸೌಧ ಪಕ್ಕದಲ್ಲಿ, ಸ್ಟೇಶನ್ ಮುಖ್ಯ ರಸ್ತೆ, ಕಲಬುರಗಿ-585102 Email:commissionergda@gmail.com [286,599,556,607]
story1-byline: ಪುಟ್ಟರಾಮಯ್ಯ ಎಂ. ಎಸ್ಪಿ [186,410,251,419]
gp-td-sl: 1 [481,186,497,204]
athletes-photo [22,462,172,574]
gp-td-scheme: 15ನೇ ಹಣಕಾಸು [603,186,637,204]
cn-ruchita [30,584,135,740]
bwssb-r4-n: 1 [732,1210,747,1233]
bwssb-tender-no: ಬೆಂನೀಸಮಂ/ಕಾಉ(ಪ್ರಿ-1)/ಟೆಂಡರ್/ಪಿ-3963/2025-26 ದಿನಾಂಕ: 14-11-2025 [642,1124,732,1147]
bwssb-emd: ರೂ. 50,000/- [748,1039,782,1046]
bwssb-item-no: 6 [732,928,747,951]
kda1-org: ನಗರಾಭಿವೃದ್ಧಿ ಪ್ರಾಧಿಕಾರ, ಕಲಬುರಗಿ [369,588,473,598]
bwssb-amount: ರೂ. 28,51,197/- [748,1125,790,1132]
hd-subscribe-name: ಹೊಸ ದಿಗಂತ [34,944,140,973]
bwssb-emd: ರೂ. 50,000/- [748,1109,782,1115]
cn-ruchita-title: CHANGE OF NAME [31,585,134,597]
bwssb-intro: ಬೆಂಗಳೂರು ನೀರು ಸರಬರಾಜು ಮತ್ತು ಒಳಚರಂಡಿ ಮಂಡಳಿಯ ಪರವಾಗಿ ಈ ಕೆಳಕಂಡ ಕಾಮಗಾರಿಗಳಿಗೆ ಅರ್ಹ ಗುತ್ತಿಗೆದಾರರಿಂದ ಟೆಂಡರ್ ಆಹ್ವಾನಿಸಲಾಗಿದೆ. [613,780,904,787]
cashew-title: ಇ-ಟೆಂಡರ್ ಪ್ರಕಟಣೆ [707,300,921,312]
belur-sign: ಸಹಿ/- ಮುಖ್ಯಾಧಿಕಾರಿಗಳು, ಪುರಸಭೆ, ಬೇಲೂರು [148,1179,241,1187]
bwssb-th-no: ಟೆಂಡರ್ ಸಂಖ್ಯೆ [642,796,732,813]
bwssb-title: ಟೆಂಡರ್‌ಗಳ ಆಹ್ವಾನ (ಇ-ಪೋರ್ಟಲ್ ಮೂಲಕ ಮಾತ್ರ) [595,768,922,780]
bwssb-item-no: 2 [732,835,747,858]
belur-ref-row [34,1076,241,1084]
gp-th-work: ಕಾಮಗಾರಿ ಹೆಸರು [497,168,604,186]
bwssb-th-open: ಟೆಂಡರ್ ತೆರೆಯುವ ದಿನಾಂಕ [865,796,921,813]
kmf-sub2: (ಇ-ಪ್ರೊಕ್ಯೂರ್‌ಮೆಂಟ್ ಪೋರ್ಟಲ್ ಮೂಲಕ ಮಾತ್ರ) [87,803,188,811]
quote-mark-icon: ❝ [176,255,193,288]
bwssb-amount: ರೂ. 58,85,519/- [748,953,790,959]
